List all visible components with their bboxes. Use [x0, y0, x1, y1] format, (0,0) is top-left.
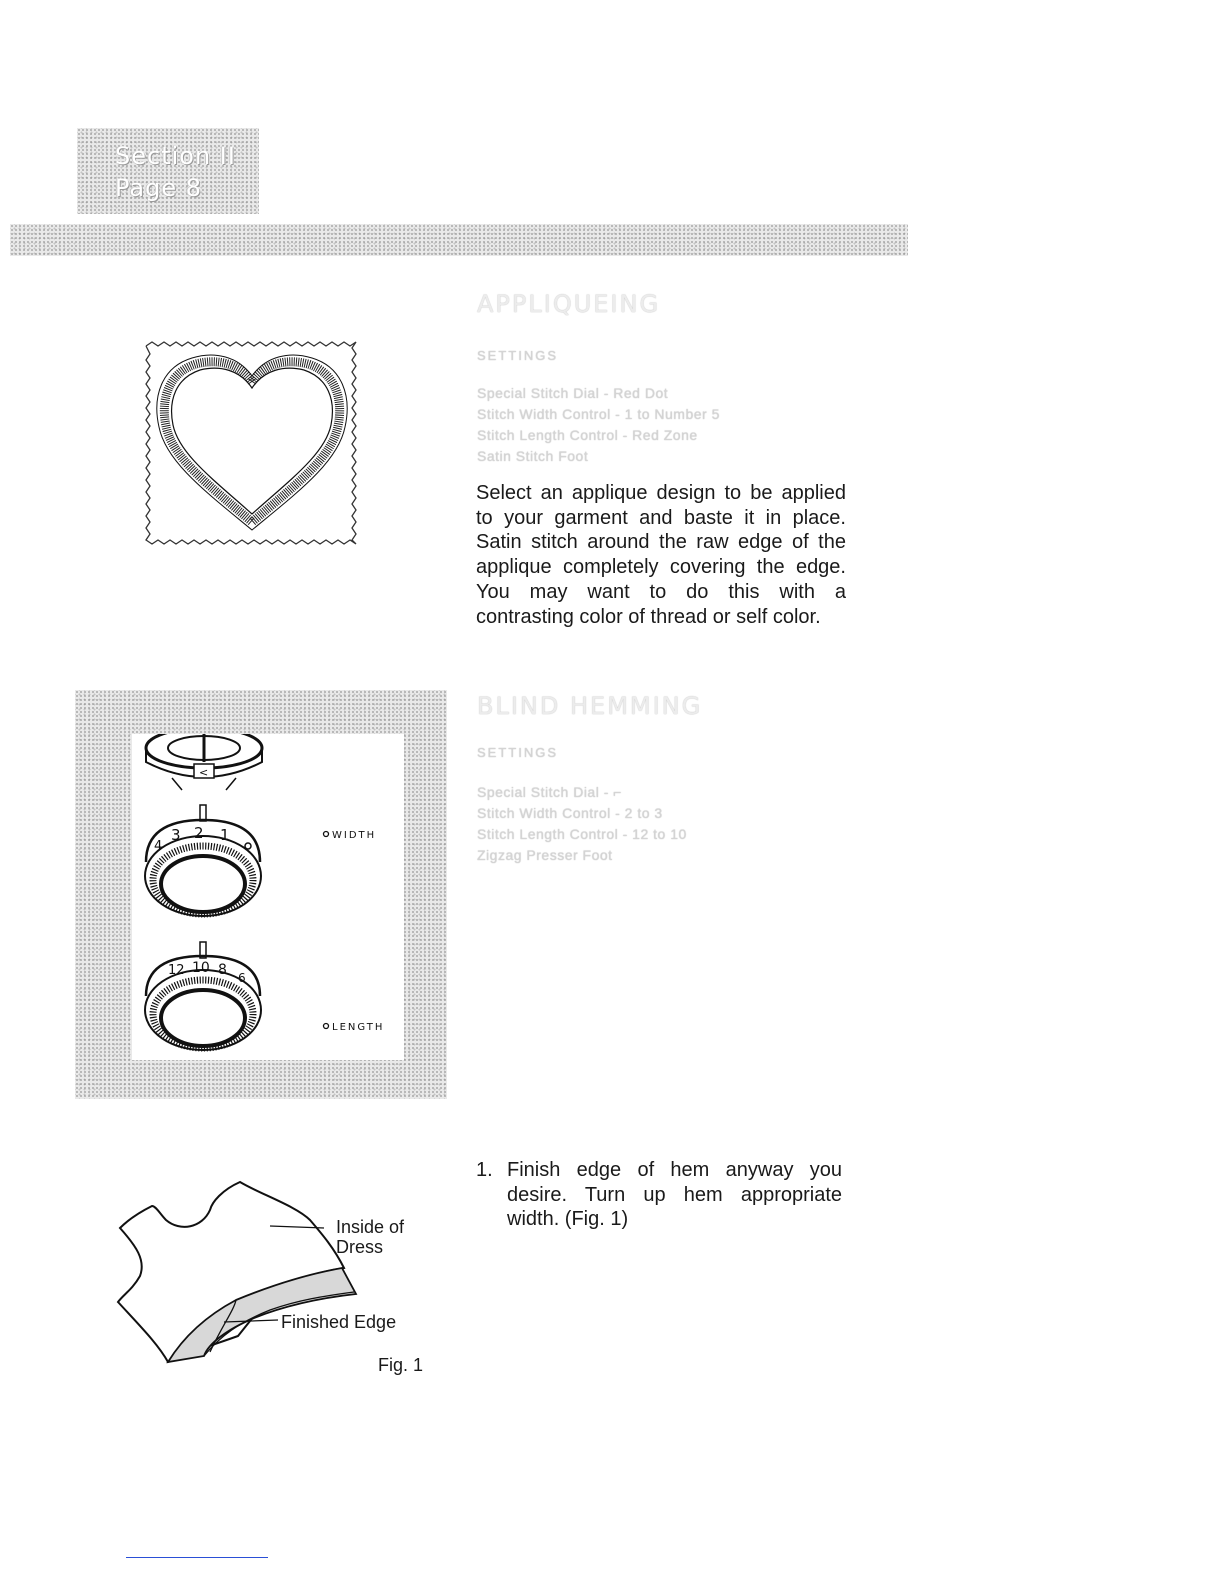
settings-item: Stitch Length Control - 12 to 10	[477, 826, 687, 842]
settings-item: Special Stitch Dial - ⌐	[477, 784, 622, 800]
length-dial-number: 10	[192, 960, 210, 976]
figure-caption: Fig. 1	[378, 1355, 424, 1375]
dials-panel	[132, 734, 404, 1060]
dress-outline	[118, 1182, 344, 1362]
inside-label-line2: Dress	[336, 1237, 384, 1257]
width-dial-number: 3	[171, 826, 181, 844]
blind-hemming-steps	[476, 1158, 842, 1232]
inside-of-dress-label	[336, 1217, 404, 1257]
section-number: Section II	[115, 142, 236, 170]
length-dial-number: 12	[168, 963, 185, 978]
header-band	[10, 224, 908, 256]
section-label-box	[77, 128, 259, 214]
settings-item: Stitch Length Control - Red Zone	[477, 427, 698, 443]
width-dial-number: 1	[220, 826, 230, 844]
footer-rule	[126, 1557, 268, 1558]
length-dial	[145, 942, 384, 1050]
page-number: Page 8	[115, 174, 202, 202]
appliqueing-heading: APPLIQUEING	[477, 290, 661, 318]
settings-item: Satin Stitch Foot	[477, 448, 589, 464]
settings-item: Special Stitch Dial - Red Dot	[477, 385, 669, 401]
svg-text:<: <	[199, 766, 209, 779]
length-dial-number: 8	[218, 962, 227, 978]
settings-item: Zigzag Presser Foot	[477, 847, 613, 863]
blind-hemming-heading: BLIND HEMMING	[477, 692, 703, 720]
appliqueing-body: Select an applique design to be applied to your garment and baste it in place. Satin stitch around the raw edge of the applique completely covering the edge. You may want to do this with a contrasting color of thread or self color.	[476, 482, 846, 628]
appliqueing-settings-title: SETTINGS	[477, 348, 559, 363]
step-number: 1.	[476, 1159, 493, 1181]
length-label: LENGTH	[332, 1022, 385, 1033]
blind-hemming-settings-list	[477, 782, 687, 866]
width-dial-number: 2	[194, 824, 204, 842]
heart-applique-figure	[140, 336, 364, 552]
step-item	[476, 1158, 842, 1232]
length-dial-number: 6	[238, 971, 246, 985]
settings-item: Stitch Width Control - 2 to 3	[477, 805, 663, 821]
heart-outline	[164, 362, 339, 522]
blind-hemming-settings-title: SETTINGS	[477, 745, 559, 760]
width-label: WIDTH	[332, 830, 377, 841]
width-dial-number: 4	[154, 839, 163, 854]
dials-drawing	[132, 734, 404, 1060]
step-text: Finish edge of hem anyway you desire. Turn up hem appropriate width. (Fig. 1)	[507, 1159, 842, 1230]
appliqueing-settings-list	[477, 383, 720, 467]
dials-figure	[75, 690, 447, 1099]
width-dial	[145, 805, 376, 916]
inside-label-line1: Inside of	[336, 1217, 405, 1237]
finished-edge-label: Finished Edge	[281, 1312, 397, 1332]
special-stitch-dial	[146, 734, 262, 790]
settings-item: Stitch Width Control - 1 to Number 5	[477, 406, 720, 422]
